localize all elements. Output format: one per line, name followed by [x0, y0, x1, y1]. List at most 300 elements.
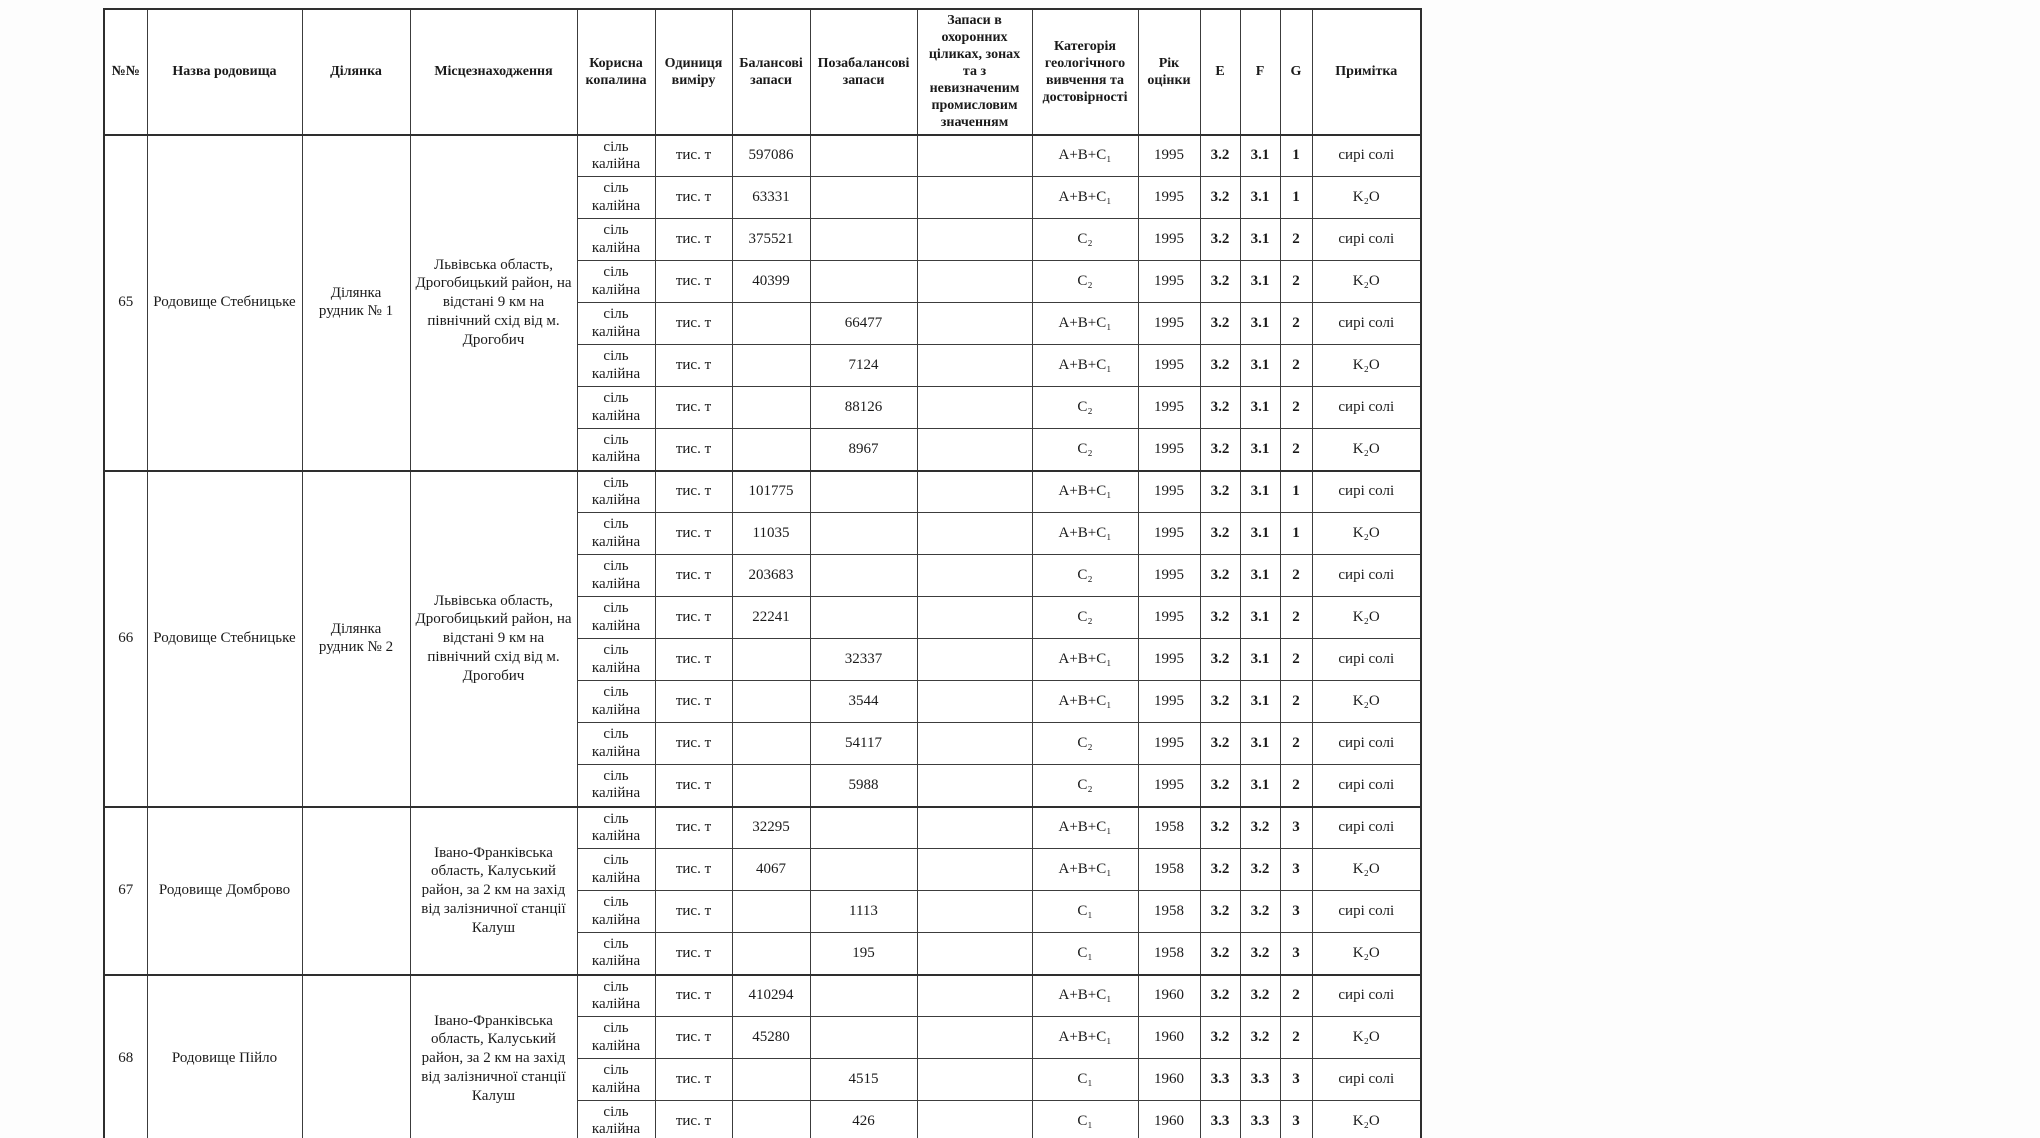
offbalance-cell: 195 — [810, 933, 917, 975]
f-cell: 3.1 — [1240, 177, 1280, 219]
column-header-num: №№ — [104, 9, 147, 135]
column-header-location: Місцезнаходження — [410, 9, 577, 135]
offbalance-cell: 54117 — [810, 723, 917, 765]
note-cell: сирі солі — [1312, 765, 1421, 807]
note-cell: K₂O — [1312, 345, 1421, 387]
offbalance-cell — [810, 219, 917, 261]
mineral-cell: сіль калійна — [577, 597, 655, 639]
year-cell: 1958 — [1138, 807, 1200, 849]
protected-cell — [917, 429, 1032, 471]
unit-cell: тис. т — [655, 975, 732, 1017]
column-header-mineral: Корисна копалина — [577, 9, 655, 135]
f-cell: 3.1 — [1240, 513, 1280, 555]
category-cell: A+B+C₁ — [1032, 681, 1138, 723]
f-cell: 3.1 — [1240, 555, 1280, 597]
f-cell: 3.3 — [1240, 1059, 1280, 1101]
note-cell: K₂O — [1312, 597, 1421, 639]
mineral-cell: сіль калійна — [577, 975, 655, 1017]
year-cell: 1995 — [1138, 387, 1200, 429]
mineral-cell: сіль калійна — [577, 513, 655, 555]
balance-cell: 45280 — [732, 1017, 810, 1059]
offbalance-cell: 1113 — [810, 891, 917, 933]
f-cell: 3.1 — [1240, 387, 1280, 429]
location-cell: Львівська область, Дрогобицький район, на відстані 9 км на північний схід від м. Дрогобич — [410, 471, 577, 807]
e-cell: 3.2 — [1200, 933, 1240, 975]
mineral-cell: сіль калійна — [577, 429, 655, 471]
protected-cell — [917, 135, 1032, 177]
f-cell: 3.1 — [1240, 597, 1280, 639]
g-cell: 1 — [1280, 177, 1312, 219]
column-header-category: Категорія геологічного вивчення та достовірності — [1032, 9, 1138, 135]
e-cell: 3.2 — [1200, 765, 1240, 807]
unit-cell: тис. т — [655, 891, 732, 933]
mineral-cell: сіль калійна — [577, 807, 655, 849]
table-row — [104, 807, 1421, 849]
deposit-name-cell: Родовище Стебницьке — [147, 471, 302, 807]
year-cell: 1995 — [1138, 429, 1200, 471]
unit-cell: тис. т — [655, 135, 732, 177]
mineral-cell: сіль калійна — [577, 471, 655, 513]
protected-cell — [917, 555, 1032, 597]
area-cell: Ділянка рудник № 2 — [302, 471, 410, 807]
year-cell: 1958 — [1138, 933, 1200, 975]
e-cell: 3.3 — [1200, 1059, 1240, 1101]
balance-cell — [732, 303, 810, 345]
mineral-cell: сіль калійна — [577, 219, 655, 261]
note-cell: K₂O — [1312, 513, 1421, 555]
g-cell: 3 — [1280, 1059, 1312, 1101]
column-header-g: G — [1280, 9, 1312, 135]
year-cell: 1995 — [1138, 639, 1200, 681]
note-cell: сирі солі — [1312, 639, 1421, 681]
g-cell: 3 — [1280, 1101, 1312, 1138]
balance-cell: 63331 — [732, 177, 810, 219]
note-cell: сирі солі — [1312, 219, 1421, 261]
row-number-cell: 68 — [104, 975, 147, 1138]
f-cell: 3.1 — [1240, 345, 1280, 387]
table-header — [104, 9, 1421, 135]
note-cell: сирі солі — [1312, 975, 1421, 1017]
g-cell: 2 — [1280, 555, 1312, 597]
offbalance-cell — [810, 849, 917, 891]
offbalance-cell — [810, 261, 917, 303]
protected-cell — [917, 975, 1032, 1017]
location-cell: Івано-Франківська область, Калуський район, за 2 км на захід від залізничної станції Калуш — [410, 975, 577, 1138]
balance-cell — [732, 723, 810, 765]
category-cell: C₂ — [1032, 765, 1138, 807]
f-cell: 3.1 — [1240, 303, 1280, 345]
offbalance-cell: 426 — [810, 1101, 917, 1138]
e-cell: 3.2 — [1200, 975, 1240, 1017]
e-cell: 3.2 — [1200, 723, 1240, 765]
mineral-cell: сіль калійна — [577, 933, 655, 975]
offbalance-cell: 5988 — [810, 765, 917, 807]
year-cell: 1995 — [1138, 303, 1200, 345]
f-cell: 3.1 — [1240, 639, 1280, 681]
offbalance-cell — [810, 597, 917, 639]
offbalance-cell — [810, 975, 917, 1017]
unit-cell: тис. т — [655, 723, 732, 765]
note-cell: K₂O — [1312, 177, 1421, 219]
mineral-cell: сіль калійна — [577, 555, 655, 597]
row-number-cell: 66 — [104, 471, 147, 807]
note-cell: сирі солі — [1312, 807, 1421, 849]
table-row — [104, 975, 1421, 1017]
balance-cell — [732, 933, 810, 975]
balance-cell — [732, 429, 810, 471]
f-cell: 3.1 — [1240, 471, 1280, 513]
protected-cell — [917, 261, 1032, 303]
e-cell: 3.2 — [1200, 681, 1240, 723]
year-cell: 1960 — [1138, 975, 1200, 1017]
balance-cell: 101775 — [732, 471, 810, 513]
unit-cell: тис. т — [655, 429, 732, 471]
offbalance-cell: 8967 — [810, 429, 917, 471]
area-cell — [302, 807, 410, 975]
header-row — [104, 9, 1421, 135]
e-cell: 3.2 — [1200, 345, 1240, 387]
category-cell: A+B+C₁ — [1032, 1017, 1138, 1059]
e-cell: 3.2 — [1200, 303, 1240, 345]
mineral-cell: сіль калійна — [577, 723, 655, 765]
category-cell: A+B+C₁ — [1032, 849, 1138, 891]
unit-cell: тис. т — [655, 345, 732, 387]
unit-cell: тис. т — [655, 933, 732, 975]
category-cell: C₂ — [1032, 555, 1138, 597]
f-cell: 3.1 — [1240, 723, 1280, 765]
balance-cell — [732, 1059, 810, 1101]
note-cell: K₂O — [1312, 933, 1421, 975]
protected-cell — [917, 681, 1032, 723]
offbalance-cell: 7124 — [810, 345, 917, 387]
note-cell: K₂O — [1312, 1017, 1421, 1059]
g-cell: 3 — [1280, 891, 1312, 933]
protected-cell — [917, 807, 1032, 849]
note-cell: сирі солі — [1312, 471, 1421, 513]
offbalance-cell — [810, 1017, 917, 1059]
balance-cell: 4067 — [732, 849, 810, 891]
g-cell: 2 — [1280, 975, 1312, 1017]
g-cell: 1 — [1280, 513, 1312, 555]
area-cell — [302, 975, 410, 1138]
year-cell: 1995 — [1138, 681, 1200, 723]
f-cell: 3.1 — [1240, 135, 1280, 177]
note-cell: сирі солі — [1312, 303, 1421, 345]
e-cell: 3.2 — [1200, 597, 1240, 639]
unit-cell: тис. т — [655, 681, 732, 723]
year-cell: 1995 — [1138, 345, 1200, 387]
offbalance-cell — [810, 555, 917, 597]
mineral-cell: сіль калійна — [577, 849, 655, 891]
balance-cell: 203683 — [732, 555, 810, 597]
category-cell: A+B+C₁ — [1032, 975, 1138, 1017]
column-header-balance: Балансові запаси — [732, 9, 810, 135]
year-cell: 1958 — [1138, 891, 1200, 933]
unit-cell: тис. т — [655, 303, 732, 345]
protected-cell — [917, 723, 1032, 765]
g-cell: 2 — [1280, 219, 1312, 261]
e-cell: 3.2 — [1200, 429, 1240, 471]
note-cell: сирі солі — [1312, 555, 1421, 597]
category-cell: C₁ — [1032, 933, 1138, 975]
unit-cell: тис. т — [655, 471, 732, 513]
category-cell: C₂ — [1032, 387, 1138, 429]
protected-cell — [917, 639, 1032, 681]
g-cell: 2 — [1280, 681, 1312, 723]
year-cell: 1995 — [1138, 135, 1200, 177]
g-cell: 1 — [1280, 471, 1312, 513]
year-cell: 1995 — [1138, 555, 1200, 597]
balance-cell — [732, 681, 810, 723]
g-cell: 3 — [1280, 933, 1312, 975]
protected-cell — [917, 177, 1032, 219]
unit-cell: тис. т — [655, 597, 732, 639]
e-cell: 3.2 — [1200, 807, 1240, 849]
note-cell: K₂O — [1312, 429, 1421, 471]
year-cell: 1995 — [1138, 219, 1200, 261]
protected-cell — [917, 219, 1032, 261]
balance-cell — [732, 639, 810, 681]
note-cell: сирі солі — [1312, 891, 1421, 933]
mineral-cell: сіль калійна — [577, 261, 655, 303]
f-cell: 3.2 — [1240, 849, 1280, 891]
e-cell: 3.2 — [1200, 891, 1240, 933]
year-cell: 1995 — [1138, 765, 1200, 807]
note-cell: K₂O — [1312, 1101, 1421, 1138]
column-header-area: Ділянка — [302, 9, 410, 135]
f-cell: 3.1 — [1240, 219, 1280, 261]
note-cell: сирі солі — [1312, 723, 1421, 765]
category-cell: A+B+C₁ — [1032, 303, 1138, 345]
balance-cell: 410294 — [732, 975, 810, 1017]
g-cell: 2 — [1280, 429, 1312, 471]
unit-cell: тис. т — [655, 1059, 732, 1101]
mineral-cell: сіль калійна — [577, 1101, 655, 1138]
g-cell: 2 — [1280, 261, 1312, 303]
balance-cell: 22241 — [732, 597, 810, 639]
g-cell: 2 — [1280, 597, 1312, 639]
category-cell: C₁ — [1032, 891, 1138, 933]
year-cell: 1995 — [1138, 177, 1200, 219]
mineral-cell: сіль калійна — [577, 681, 655, 723]
offbalance-cell: 4515 — [810, 1059, 917, 1101]
mineral-cell: сіль калійна — [577, 345, 655, 387]
f-cell: 3.2 — [1240, 975, 1280, 1017]
offbalance-cell: 3544 — [810, 681, 917, 723]
note-cell: K₂O — [1312, 849, 1421, 891]
column-header-name: Назва родовища — [147, 9, 302, 135]
category-cell: A+B+C₁ — [1032, 807, 1138, 849]
f-cell: 3.2 — [1240, 891, 1280, 933]
e-cell: 3.2 — [1200, 135, 1240, 177]
deposit-name-cell: Родовище Стебницьке — [147, 135, 302, 471]
protected-cell — [917, 1101, 1032, 1138]
mineral-cell: сіль калійна — [577, 765, 655, 807]
balance-cell: 32295 — [732, 807, 810, 849]
g-cell: 1 — [1280, 135, 1312, 177]
e-cell: 3.3 — [1200, 1101, 1240, 1138]
column-header-e: E — [1200, 9, 1240, 135]
category-cell: C₂ — [1032, 219, 1138, 261]
balance-cell — [732, 765, 810, 807]
mineral-cell: сіль калійна — [577, 891, 655, 933]
location-cell: Львівська область, Дрогобицький район, на відстані 9 км на північний схід від м. Дрогобич — [410, 135, 577, 471]
deposits-table — [103, 8, 1422, 1138]
deposit-name-cell: Родовище Домброво — [147, 807, 302, 975]
category-cell: A+B+C₁ — [1032, 177, 1138, 219]
e-cell: 3.2 — [1200, 219, 1240, 261]
note-cell: сирі солі — [1312, 1059, 1421, 1101]
row-number-cell: 67 — [104, 807, 147, 975]
column-header-unit: Одиниця виміру — [655, 9, 732, 135]
year-cell: 1960 — [1138, 1017, 1200, 1059]
offbalance-cell — [810, 807, 917, 849]
location-cell: Івано-Франківська область, Калуський район, за 2 км на захід від залізничної станції Калуш — [410, 807, 577, 975]
year-cell: 1995 — [1138, 723, 1200, 765]
table-body — [104, 135, 1421, 1138]
row-number-cell: 65 — [104, 135, 147, 471]
e-cell: 3.2 — [1200, 177, 1240, 219]
offbalance-cell — [810, 177, 917, 219]
year-cell: 1958 — [1138, 849, 1200, 891]
protected-cell — [917, 387, 1032, 429]
category-cell: A+B+C₁ — [1032, 471, 1138, 513]
category-cell: A+B+C₁ — [1032, 135, 1138, 177]
e-cell: 3.2 — [1200, 261, 1240, 303]
f-cell: 3.2 — [1240, 1017, 1280, 1059]
f-cell: 3.2 — [1240, 933, 1280, 975]
f-cell: 3.1 — [1240, 681, 1280, 723]
e-cell: 3.2 — [1200, 471, 1240, 513]
mineral-cell: сіль калійна — [577, 303, 655, 345]
g-cell: 3 — [1280, 807, 1312, 849]
offbalance-cell — [810, 513, 917, 555]
protected-cell — [917, 891, 1032, 933]
e-cell: 3.2 — [1200, 1017, 1240, 1059]
e-cell: 3.2 — [1200, 849, 1240, 891]
unit-cell: тис. т — [655, 261, 732, 303]
year-cell: 1995 — [1138, 513, 1200, 555]
g-cell: 2 — [1280, 345, 1312, 387]
protected-cell — [917, 597, 1032, 639]
protected-cell — [917, 849, 1032, 891]
offbalance-cell: 66477 — [810, 303, 917, 345]
year-cell: 1960 — [1138, 1059, 1200, 1101]
year-cell: 1995 — [1138, 261, 1200, 303]
unit-cell: тис. т — [655, 219, 732, 261]
unit-cell: тис. т — [655, 849, 732, 891]
column-header-protected: Запаси в охоронних ціликах, зонах та з невизначеним промисловим значенням — [917, 9, 1032, 135]
unit-cell: тис. т — [655, 1017, 732, 1059]
note-cell: сирі солі — [1312, 387, 1421, 429]
unit-cell: тис. т — [655, 555, 732, 597]
e-cell: 3.2 — [1200, 639, 1240, 681]
unit-cell: тис. т — [655, 765, 732, 807]
note-cell: K₂O — [1312, 261, 1421, 303]
g-cell: 2 — [1280, 723, 1312, 765]
offbalance-cell: 88126 — [810, 387, 917, 429]
category-cell: A+B+C₁ — [1032, 513, 1138, 555]
protected-cell — [917, 933, 1032, 975]
category-cell: A+B+C₁ — [1032, 639, 1138, 681]
note-cell: K₂O — [1312, 681, 1421, 723]
e-cell: 3.2 — [1200, 513, 1240, 555]
unit-cell: тис. т — [655, 387, 732, 429]
offbalance-cell — [810, 135, 917, 177]
g-cell: 2 — [1280, 303, 1312, 345]
column-header-note: Примітка — [1312, 9, 1421, 135]
mineral-cell: сіль калійна — [577, 639, 655, 681]
protected-cell — [917, 471, 1032, 513]
f-cell: 3.1 — [1240, 429, 1280, 471]
category-cell: C₂ — [1032, 261, 1138, 303]
protected-cell — [917, 303, 1032, 345]
f-cell: 3.2 — [1240, 807, 1280, 849]
table-row — [104, 135, 1421, 177]
balance-cell: 40399 — [732, 261, 810, 303]
category-cell: C₁ — [1032, 1059, 1138, 1101]
mineral-cell: сіль калійна — [577, 387, 655, 429]
protected-cell — [917, 513, 1032, 555]
protected-cell — [917, 345, 1032, 387]
balance-cell — [732, 387, 810, 429]
unit-cell: тис. т — [655, 1101, 732, 1138]
mineral-cell: сіль калійна — [577, 1017, 655, 1059]
offbalance-cell: 32337 — [810, 639, 917, 681]
g-cell: 2 — [1280, 639, 1312, 681]
g-cell: 2 — [1280, 1017, 1312, 1059]
balance-cell — [732, 345, 810, 387]
mineral-cell: сіль калійна — [577, 135, 655, 177]
deposit-name-cell: Родовище Пійло — [147, 975, 302, 1138]
column-header-offbalance: Позабалансові запаси — [810, 9, 917, 135]
f-cell: 3.1 — [1240, 765, 1280, 807]
column-header-f: F — [1240, 9, 1280, 135]
unit-cell: тис. т — [655, 513, 732, 555]
mineral-cell: сіль калійна — [577, 177, 655, 219]
balance-cell: 375521 — [732, 219, 810, 261]
year-cell: 1995 — [1138, 471, 1200, 513]
balance-cell — [732, 891, 810, 933]
protected-cell — [917, 1059, 1032, 1101]
mineral-cell: сіль калійна — [577, 1059, 655, 1101]
balance-cell: 597086 — [732, 135, 810, 177]
category-cell: A+B+C₁ — [1032, 345, 1138, 387]
category-cell: C₁ — [1032, 1101, 1138, 1138]
unit-cell: тис. т — [655, 807, 732, 849]
note-cell: сирі солі — [1312, 135, 1421, 177]
category-cell: C₂ — [1032, 429, 1138, 471]
unit-cell: тис. т — [655, 177, 732, 219]
category-cell: C₂ — [1032, 723, 1138, 765]
f-cell: 3.1 — [1240, 261, 1280, 303]
g-cell: 2 — [1280, 387, 1312, 429]
g-cell: 3 — [1280, 849, 1312, 891]
unit-cell: тис. т — [655, 639, 732, 681]
g-cell: 2 — [1280, 765, 1312, 807]
f-cell: 3.3 — [1240, 1101, 1280, 1138]
protected-cell — [917, 765, 1032, 807]
category-cell: C₂ — [1032, 597, 1138, 639]
protected-cell — [917, 1017, 1032, 1059]
e-cell: 3.2 — [1200, 555, 1240, 597]
e-cell: 3.2 — [1200, 387, 1240, 429]
area-cell: Ділянка рудник № 1 — [302, 135, 410, 471]
table-row — [104, 471, 1421, 513]
year-cell: 1995 — [1138, 597, 1200, 639]
balance-cell: 11035 — [732, 513, 810, 555]
column-header-year: Рік оцінки — [1138, 9, 1200, 135]
